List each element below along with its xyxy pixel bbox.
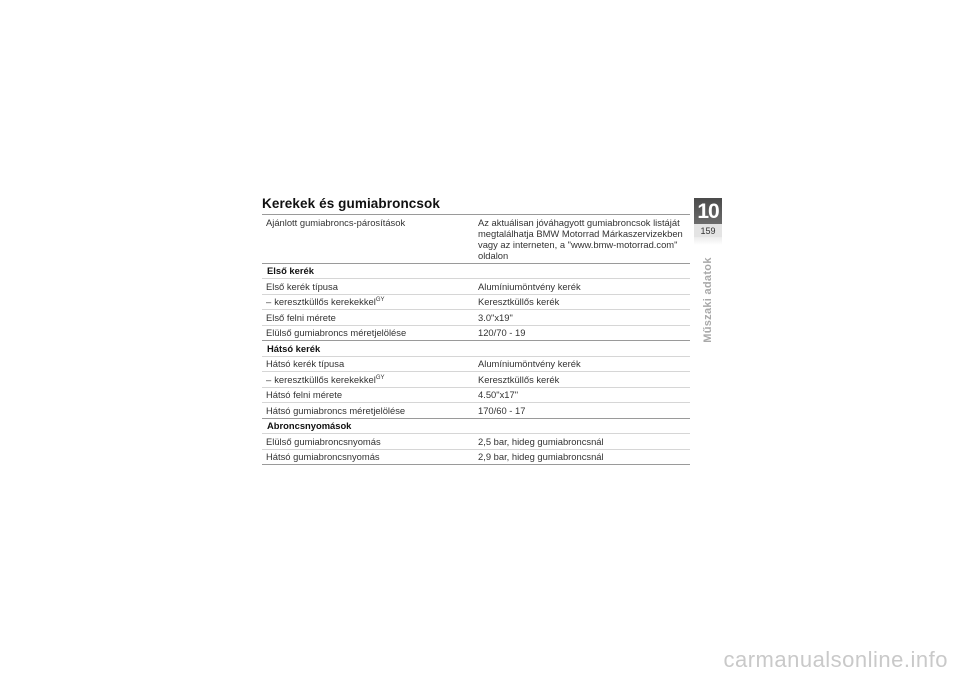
option-code: GY — [375, 297, 385, 303]
watermark: carmanualsonline.info — [723, 647, 948, 672]
spec-value: 170/60 - 17 — [474, 403, 690, 419]
table-row — [262, 294, 690, 310]
section-heading: Első kerék — [262, 263, 690, 279]
spec-value: Alumíniumöntvény kerék — [474, 356, 690, 372]
section-heading: Hátsó kerék — [262, 341, 690, 357]
spec-label: Hátsó kerék típusa — [262, 356, 474, 372]
section-heading-front-wheel — [262, 263, 690, 279]
section-heading-rear-wheel — [262, 341, 690, 357]
section-heading-tire-pressure — [262, 418, 690, 434]
spec-label: Elülső gumiabroncsnyomás — [262, 434, 474, 450]
spec-value: 120/70 - 19 — [474, 325, 690, 341]
spec-value: Keresztküllős kerék — [474, 372, 690, 388]
chapter-number: 10 — [694, 198, 722, 224]
spec-value: Az aktuálisan jóváhagyott gumiabroncsok listáját megtalálhatja BMW Motorrad Márkaszervizekben vagy az interneten, a "www.bmw-motorrad.com" oldalon — [474, 215, 690, 264]
table-row — [262, 372, 690, 388]
spec-label-option — [262, 372, 474, 388]
table-row — [262, 279, 690, 295]
spec-label-option — [262, 294, 474, 310]
table-row — [262, 215, 690, 264]
spec-label: Ajánlott gumiabroncs-párosítások — [262, 215, 474, 264]
table-row — [262, 387, 690, 403]
spec-value: Alumíniumöntvény kerék — [474, 279, 690, 295]
page-title: Kerekek és gumiabroncsok — [262, 196, 440, 211]
spec-label: keresztküllős kerekekkel — [274, 296, 376, 307]
spec-label: Első kerék típusa — [262, 279, 474, 295]
spec-label: Első felni mérete — [262, 310, 474, 326]
spec-label: Elülső gumiabroncs méretjelölése — [262, 325, 474, 341]
chapter-tab — [694, 198, 722, 245]
spec-value: Keresztküllős kerék — [474, 294, 690, 310]
spec-label: Hátsó felni mérete — [262, 387, 474, 403]
wheel-tire-spec-table — [262, 214, 690, 465]
table-row — [262, 310, 690, 326]
spec-label: keresztküllős kerekekkel — [274, 373, 376, 385]
spec-value: 3.0"x19" — [474, 310, 690, 326]
page-number: 159 — [694, 224, 722, 237]
dash-bullet: – — [266, 373, 272, 385]
spec-label: Hátsó gumiabroncs méretjelölése — [262, 403, 474, 419]
table-row — [262, 434, 690, 450]
spec-value: 4.50"x17" — [474, 387, 690, 403]
table-row — [262, 403, 690, 419]
table-row — [262, 325, 690, 341]
spec-label: Hátsó gumiabroncsnyomás — [262, 449, 474, 465]
chapter-tab-fade — [694, 237, 722, 245]
spec-value: 2,9 bar, hideg gumiabroncsnál — [474, 449, 690, 465]
chapter-side-title: Műszaki adatok — [702, 257, 714, 343]
dash-bullet: – — [266, 296, 272, 307]
spec-value: 2,5 bar, hideg gumiabroncsnál — [474, 434, 690, 450]
table-row — [262, 449, 690, 465]
table-row — [262, 356, 690, 372]
option-code: GY — [375, 374, 385, 381]
section-heading: Abroncsnyomások — [262, 418, 690, 434]
